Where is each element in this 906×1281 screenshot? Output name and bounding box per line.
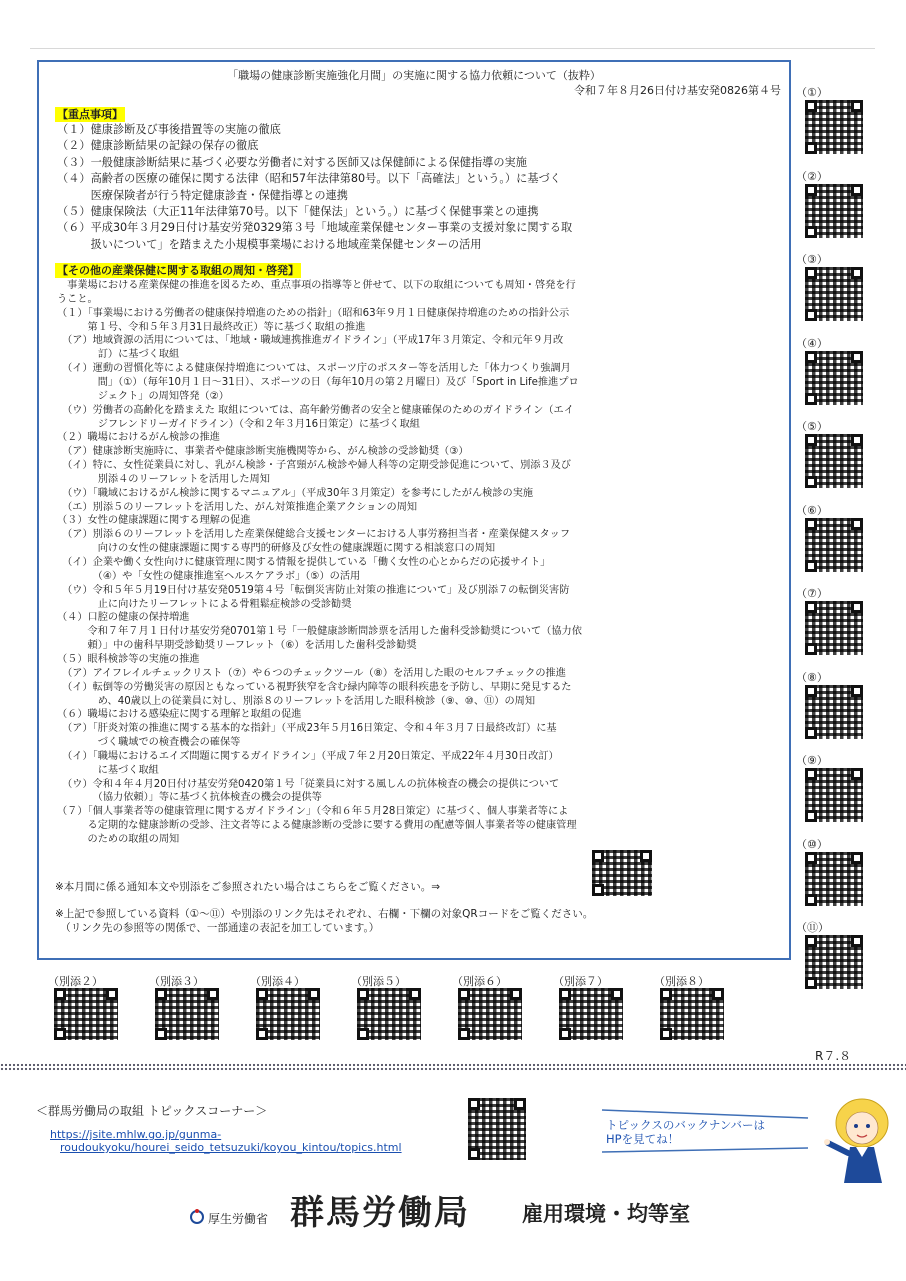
- text-line: ジフレンドリーガイドライン）（令和２年３月16日策定）に基づく取組: [57, 418, 420, 430]
- qr-code[interactable]: [805, 768, 863, 822]
- text-line: （イ）「職場におけるエイズ問題に関するガイドライン」（平成７年２月20日策定、平成22年４月30日改訂）: [57, 750, 559, 762]
- bureau-name: 群馬労働局: [290, 1193, 470, 1233]
- text-line: （ア）「肝炎対策の推進に関する基本的な指針」（平成23年５月16日策定、令和４年３月７日最終改訂）に基: [57, 723, 557, 735]
- text-line: 事業場における産業保健の推進を図るため、重点事項の指導等と併せて、以下の取組についても周知・啓発を行: [57, 280, 576, 291]
- qr-label: （①）: [796, 86, 828, 99]
- attachment-qr-label: （別添６）: [452, 975, 507, 988]
- ministry-name: 厚生労働省: [208, 1212, 269, 1226]
- text-line: （協力依頼）」等に基づく抗体検査の機会の提供等: [57, 792, 322, 804]
- notice-box: [37, 60, 791, 960]
- mascot-character-icon: [820, 1095, 900, 1185]
- text-line: 令和７年７月１日付け基安労発0701第１号「一般健康診断問診票を活用した歯科受診勧奨について（協力依: [57, 626, 582, 638]
- notice-qr-code[interactable]: [592, 850, 652, 896]
- qr-label: （③）: [796, 253, 828, 266]
- text-line: 第１号、令和５年３月31日最終改正）等に基づく取組の推進: [57, 321, 366, 333]
- note-reference-text: ※上記で参照している資料（①～⑪）や別添のリンク先はそれぞれ、右欄・下欄の対象QRコードをご覧ください。: [55, 908, 594, 920]
- qr-code[interactable]: [805, 518, 863, 572]
- text-line: のための取組の周知: [57, 834, 180, 845]
- text-line: （６）職場における感染症に関する理解と取組の促進: [57, 709, 302, 721]
- text-line: （ウ）令和５年５月19日付け基安発0519第４号「転倒災害防止対策の推進について」及び別添７の転倒災害防: [57, 584, 570, 596]
- qr-code[interactable]: [805, 351, 863, 405]
- text-line: （ウ）「職域におけるがん検診に関するマニュアル」（平成30年３月策定）を参考にしたがん検診の実施: [57, 487, 534, 499]
- attachment-qr-label: （別添８）: [654, 975, 709, 988]
- text-line: ジェクト」の周知啓発（②）: [57, 390, 229, 402]
- qr-label: （⑦）: [796, 587, 828, 600]
- qr-label: （⑥）: [796, 503, 828, 517]
- attachment-qr-code[interactable]: [155, 988, 219, 1040]
- url-line-2: roudoukyoku/hourei_seido_tetsuzuki/koyou_kintou/topics.html: [60, 1141, 402, 1154]
- text-line: （３）一般健康診断結果に基づく必要な労働者に対する医師又は保健師による保健指導の実施: [57, 155, 527, 169]
- qr-label: （⑪）: [796, 921, 829, 934]
- attachment-qr-code[interactable]: [54, 988, 118, 1040]
- attachment-qr-label: （別添５）: [351, 975, 406, 988]
- text-line: に基づく取組: [57, 764, 159, 776]
- qr-label: （⑩）: [796, 837, 828, 851]
- text-line: （ア）アイフレイルチェックリスト（⑦）や６つのチェックツール（⑧）を活用した眼のセルフチェックの推進: [57, 667, 566, 679]
- other-heading: 【その他の産業保健に関する取組の周知・啓発】: [57, 264, 299, 277]
- text-line: （１）健康診断及び事後措置等の実施の徹底: [57, 123, 281, 136]
- text-line: 別添４のリーフレットを活用した周知: [57, 473, 270, 485]
- qr-label: （②）: [796, 169, 828, 183]
- text-line: る定期的な健康診断の受診、注文者等による健康診断の受診に要する費用の配慮等個人事業者等の健康管理: [57, 820, 577, 832]
- text-line: （④）や「女性の健康推進室ヘルスケアラボ」（⑤）の活用: [57, 570, 361, 582]
- text-line: うこと。: [57, 293, 98, 305]
- text-line: 訂）に基づく取組: [57, 349, 180, 361]
- ministry-logo-icon: [190, 1208, 204, 1224]
- text-line: （イ）転倒等の労働災害の原因ともなっている視野狭窄を含む緑内障等の眼科疾患を予防し、早期に発見するた: [57, 681, 572, 693]
- text-line: （４）口腔の健康の保持増進: [57, 612, 190, 624]
- note-reference-sub: （リンク先の参照等の関係で、一部通達の表記を加工しています。）: [55, 922, 380, 934]
- text-line: （ア）健康診断実施時に、事業者や健康診断実施機関等から、がん検診の受診勧奨（③）: [57, 446, 469, 458]
- attachment-qr-label: （別添７）: [553, 975, 608, 988]
- text-line: （２）職場におけるがん検診の推進: [57, 432, 220, 444]
- bubble-line-2: HPを見てね！: [606, 1132, 680, 1146]
- qr-code[interactable]: [805, 852, 863, 906]
- qr-label: （⑤）: [796, 420, 828, 433]
- top-divider: [30, 48, 875, 49]
- attachment-qr-code[interactable]: [256, 988, 320, 1040]
- topics-qr-code[interactable]: [468, 1098, 526, 1160]
- text-line: （１）「事業場における労働者の健康保持増進のための指針」（昭和63年９月１日健康保持増進のための指針公示: [57, 307, 570, 319]
- qr-code[interactable]: [805, 267, 863, 321]
- text-line: （エ）別添５のリーフレットを活用した、がん対策推進企業アクションの周知: [57, 501, 418, 513]
- qr-label: （⑧）: [796, 670, 828, 684]
- qr-code[interactable]: [805, 601, 863, 655]
- note-notice-text: ※本月間に係る通知本文や別添をご参照されたい場合はこちらをご覧ください。⇒: [55, 881, 441, 893]
- text-line: （イ）運動の習慣化等による健康保持増進については、スポーツ庁のポスター等を活用した「体力つくり強調月: [57, 363, 571, 375]
- topics-corner-title: ＜群馬労働局の取組 トピックスコーナー＞: [36, 1104, 268, 1118]
- speech-bubble-text: [606, 1118, 765, 1146]
- text-line: （５）眼科検診等の実施の推進: [57, 653, 200, 665]
- attachment-qr-code[interactable]: [357, 988, 421, 1040]
- text-line: （６）平成30年３月29日付け基安労発0329第３号「地域産業保健センター事業の支援対象に関する取: [57, 221, 573, 235]
- qr-code[interactable]: [805, 935, 863, 989]
- text-line: （ウ）令和４年４月20日付け基安労発0420第１号「従業員に対する風しんの抗体検査の機会の提供について: [57, 778, 560, 790]
- text-line: （イ）特に、女性従業員に対し、乳がん検診・子宮頸がん検診や婦人科等の定期受診促進について、別添３及び: [57, 460, 572, 472]
- text-line: （３）女性の健康課題に関する理解の促進: [57, 515, 251, 527]
- text-line: （ウ）労働者の高齢化を踏まえた 取組については、高年齢労働者の安全と健康確保のためのガイドライン（エイ: [57, 404, 574, 416]
- text-line: （ア）地域資源の活用については、「地域・職域連携推進ガイドライン」（平成17年３月策定、令和元年９月改: [57, 335, 564, 347]
- qr-code[interactable]: [805, 685, 863, 739]
- text-line: （２）健康診断結果の記録の保存の徹底: [57, 139, 259, 153]
- attachment-qr-label: （別添２）: [48, 975, 103, 988]
- qr-code[interactable]: [805, 100, 863, 154]
- qr-label: （⑨）: [796, 754, 828, 767]
- document-reference: 令和７年８月26日付け基安発0826第４号: [574, 84, 781, 97]
- topics-url-link[interactable]: [50, 1128, 402, 1154]
- text-line: 扱いについて」を踏まえた小規模事業場における地域産業保健センターの活用: [57, 237, 482, 251]
- document-title: 「職場の健康診断実施強化月間」の実施に関する協力依頼について（抜粋）: [227, 69, 601, 82]
- text-line: 頼）」中の歯科早期受診勧奨リーフレット（⑥）を活用した歯科受診勧奨: [57, 640, 417, 652]
- text-line: （５）健康保険法（大正11年法律第70号。以下「健保法」という。）に基づく保健事業との連携: [57, 205, 539, 218]
- text-line: め、40歳以上の従業員に対し、別添８のリーフレットを活用した眼科検診（⑨、⑩、⑪）の周知: [57, 695, 536, 707]
- text-line: 止に向けたリーフレットによる骨粗鬆症検診の受診勧奨: [57, 598, 352, 610]
- text-line: づく職域での検査機会の確保等: [57, 737, 241, 749]
- priority-heading: 【重点事項】: [57, 108, 123, 121]
- text-line: 医療保険者が行う特定健康診査・保健指導との連携: [57, 188, 348, 202]
- office-name: 雇用環境・均等室: [522, 1202, 690, 1226]
- qr-label: （④）: [796, 336, 828, 350]
- qr-code[interactable]: [805, 184, 863, 238]
- version-label: R７.８: [815, 1049, 852, 1063]
- text-line: （ア）別添６のリーフレットを活用した産業保健総合支援センターにおける人事労務担当者・産業保健スタッフ: [57, 529, 571, 541]
- text-line: （イ）企業や働く女性向けに健康管理に関する情報を提供している「働く女性の心とからだの応援サイト」: [57, 557, 551, 568]
- dotted-divider: [0, 1063, 906, 1071]
- attachment-qr-code[interactable]: [660, 988, 724, 1040]
- text-line: 間」（①）（毎年10月１日～31日）、スポーツの日（毎年10月の第２月曜日）及び「Sport in Life推進プロ: [57, 376, 579, 388]
- attachment-qr-code[interactable]: [458, 988, 522, 1040]
- url-line-1: https://jsite.mhlw.go.jp/gunma-: [50, 1128, 222, 1141]
- qr-code[interactable]: [805, 434, 863, 488]
- text-line: （４）高齢者の医療の確保に関する法律（昭和57年法律第80号。以下「高確法」という。）に基づく: [57, 172, 561, 186]
- attachment-qr-code[interactable]: [559, 988, 623, 1040]
- attachment-qr-label: （別添４）: [250, 975, 305, 988]
- text-line: （７）「個人事業者等の健康管理に関するガイドライン」（令和６年５月28日策定）に基づく、個人事業者等によ: [57, 806, 569, 818]
- bubble-line-1: トピックスのバックナンバーは: [606, 1118, 766, 1132]
- text-line: 向けの女性の健康課題に関する専門的研修及び女性の健康課題に関する相談窓口の周知: [57, 543, 496, 555]
- attachment-qr-label: （別添３）: [149, 975, 204, 988]
